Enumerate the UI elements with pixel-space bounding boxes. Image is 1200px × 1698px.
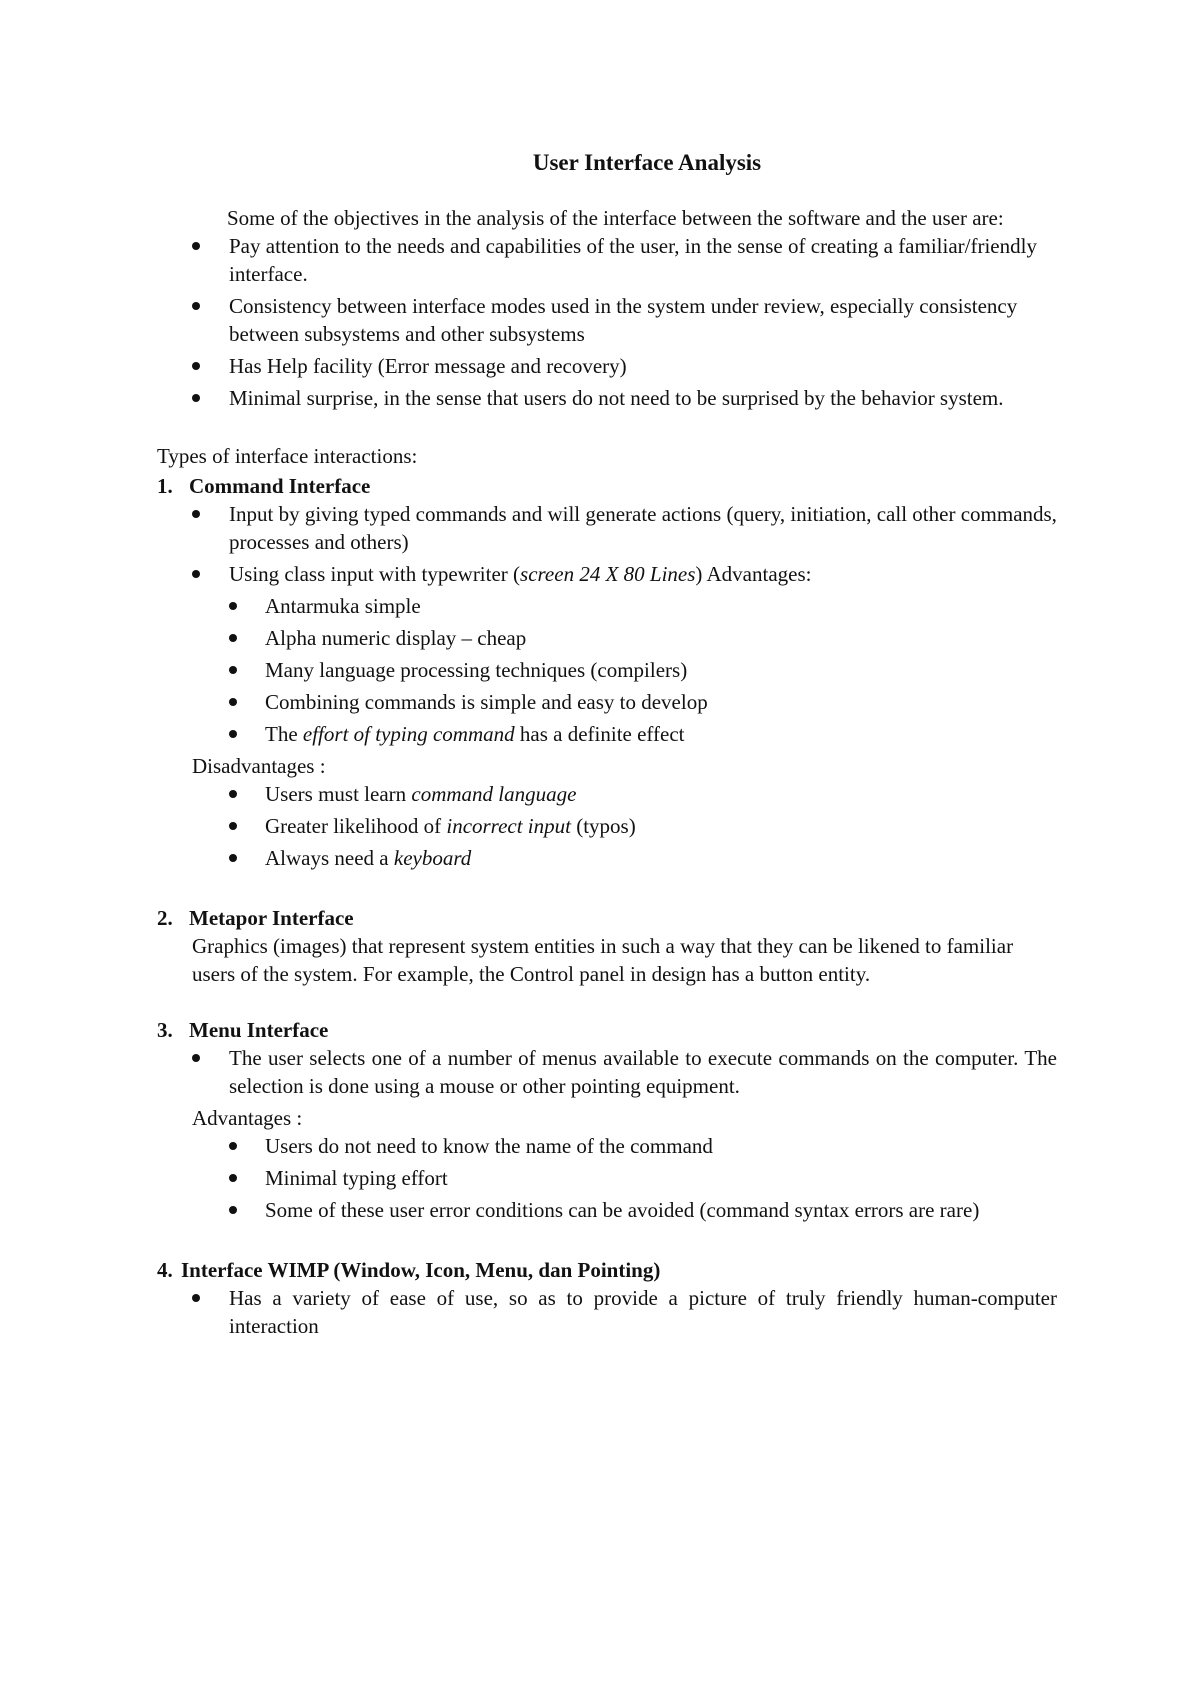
section-number: 4. (157, 1258, 173, 1282)
command-bullets (157, 500, 1057, 588)
section-number: 3. (157, 1018, 173, 1042)
list-item: Minimal surprise, in the sense that users do not need to be surprised by the behavior system. (157, 384, 1057, 412)
list-item: Users do not need to know the name of the command (157, 1132, 1057, 1160)
list-item: Always need a keyboard (157, 844, 1057, 872)
metapor-description: Graphics (images) that represent system entities in such a way that they can be likened to familiar users of the system. For example, the Control panel in design has a button entity. (192, 934, 1014, 986)
menu-advantages-label: Advantages : (192, 1106, 303, 1130)
list-item: Combining commands is simple and easy to develop (157, 688, 1057, 716)
section-heading-wimp (157, 1256, 1057, 1284)
section-heading-metapor (157, 904, 1057, 932)
wimp-bullets (157, 1284, 1057, 1340)
intro-paragraph: Some of the objectives in the analysis of the interface between the software and the user are: (227, 206, 1004, 230)
disadvantages-label: Disadvantages : (192, 754, 326, 778)
command-advantages-list (157, 592, 1057, 748)
list-item: Has Help facility (Error message and recovery) (157, 352, 1057, 380)
document-page (157, 148, 1057, 1344)
section-heading-command (157, 472, 1057, 500)
list-item: The user selects one of a number of menus available to execute commands on the computer. The selection is done using a mouse or other pointing equipment. (157, 1044, 1057, 1100)
objectives-list (157, 232, 1057, 412)
list-item: Minimal typing effort (157, 1164, 1057, 1192)
section-title: Metapor Interface (189, 906, 354, 930)
menu-advantages-list (157, 1132, 1057, 1224)
list-item: Pay attention to the needs and capabilities of the user, in the sense of creating a familiar/friendly interface. (157, 232, 1057, 288)
list-item: Has a variety of ease of use, so as to provide a picture of truly friendly human-computer interaction (157, 1284, 1057, 1340)
section-number: 2. (157, 906, 173, 930)
list-item: Antarmuka simple (157, 592, 1057, 620)
list-item: Input by giving typed commands and will generate actions (query, initiation, call other commands, processes and others) (157, 500, 1057, 556)
list-item: Some of these user error conditions can be avoided (command syntax errors are rare) (157, 1196, 1057, 1224)
list-item: Greater likelihood of incorrect input (typos) (157, 812, 1057, 840)
document-title: User Interface Analysis (532, 150, 762, 175)
command-disadvantages-list (157, 780, 1057, 872)
section-title: Menu Interface (189, 1018, 329, 1042)
menu-bullets (157, 1044, 1057, 1100)
types-label: Types of interface interactions: (157, 444, 418, 468)
list-item: The effort of typing command has a definite effect (157, 720, 1057, 748)
section-title: Interface WIMP (Window, Icon, Menu, dan Pointing) (181, 1258, 661, 1282)
section-heading-menu (157, 1016, 1057, 1044)
section-number: 1. (157, 474, 173, 498)
list-item: Consistency between interface modes used in the system under review, especially consistency between subsystems and other subsystems (157, 292, 1057, 348)
section-title: Command Interface (189, 474, 371, 498)
list-item: Users must learn command language (157, 780, 1057, 808)
list-item: Alpha numeric display – cheap (157, 624, 1057, 652)
list-item: Using class input with typewriter (screen 24 X 80 Lines) Advantages: (157, 560, 1057, 588)
list-item: Many language processing techniques (compilers) (157, 656, 1057, 684)
